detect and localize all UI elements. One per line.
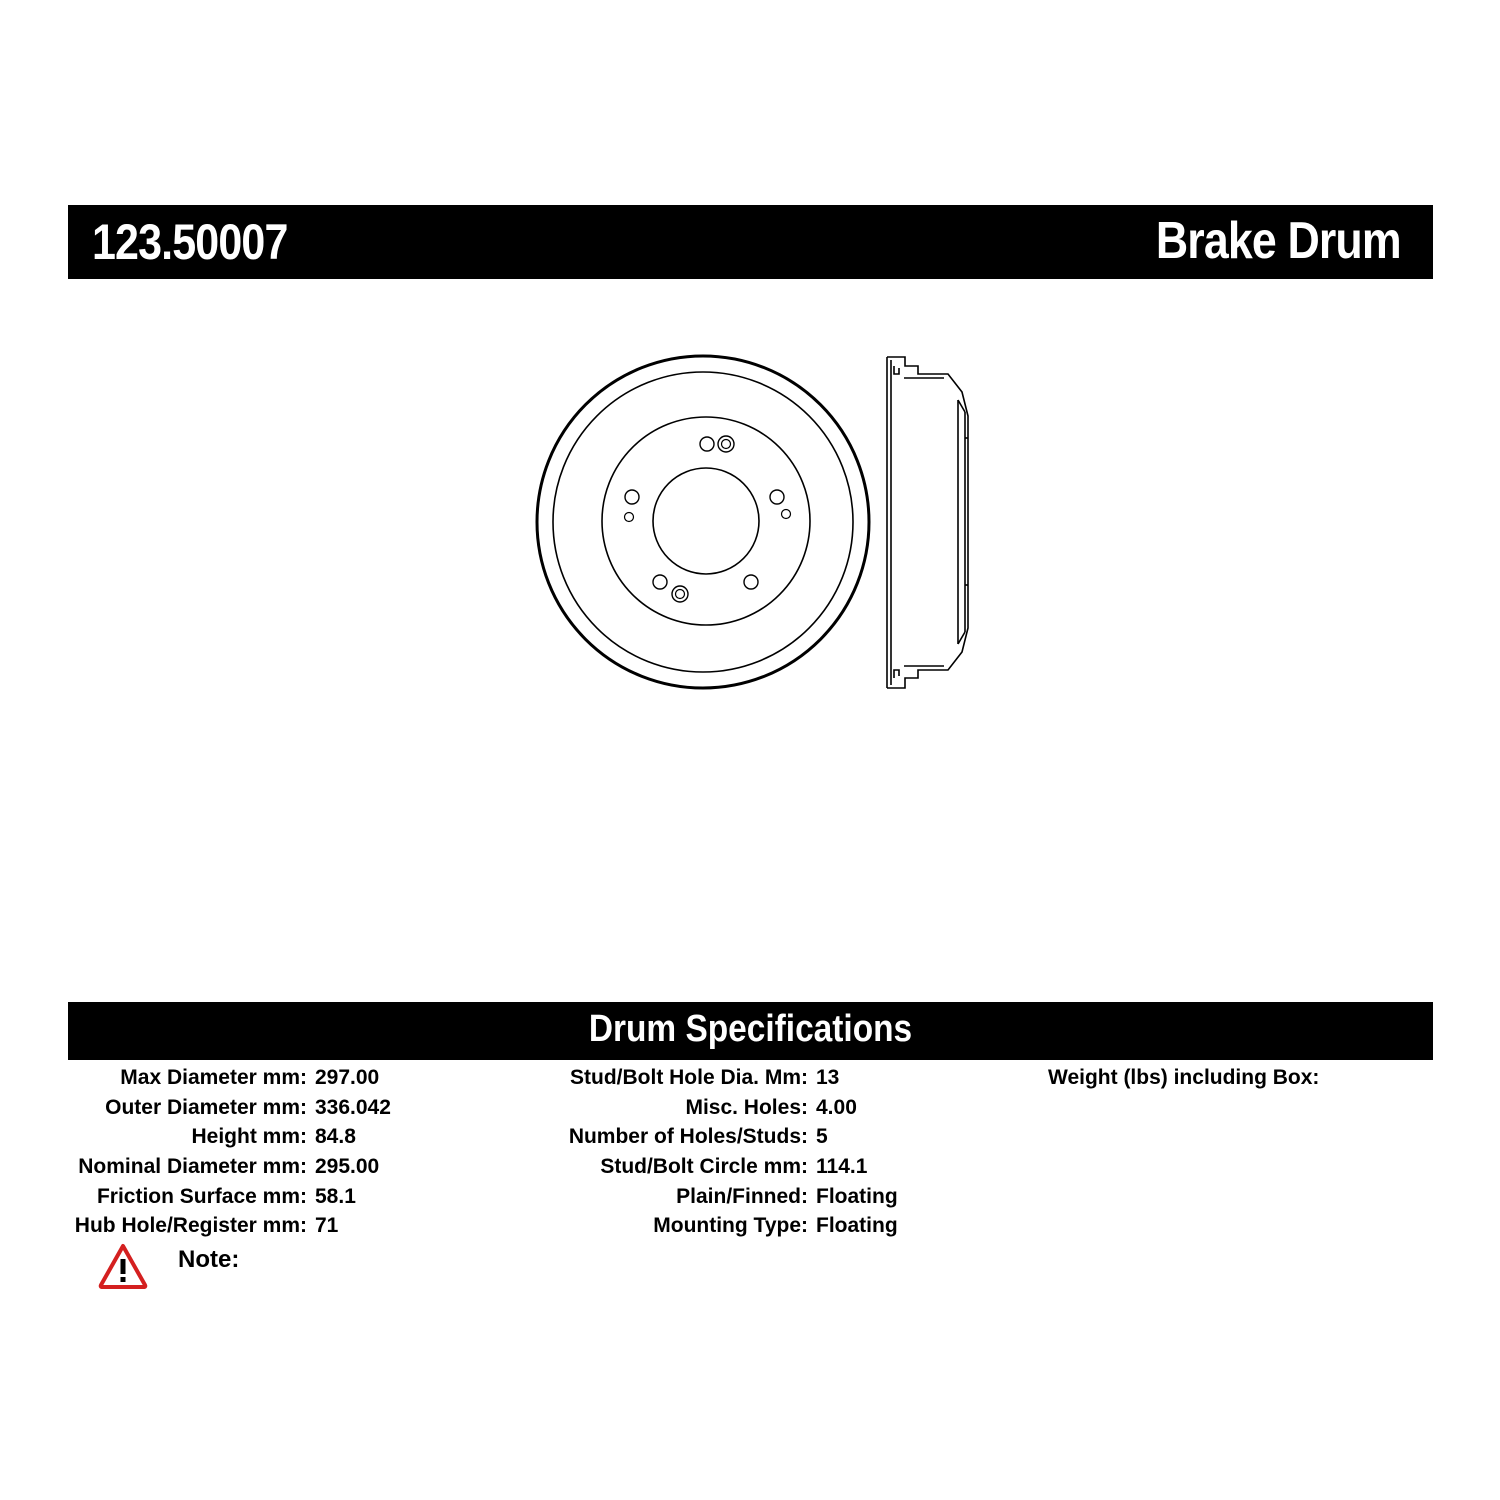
spec-row-weight (1048, 1063, 1327, 1093)
spec-column-weight (1048, 1063, 1327, 1093)
spec-value: 295.00 (315, 1154, 380, 1178)
spec-row-outer-diameter (60, 1093, 391, 1123)
spec-label: Hub Hole/Register mm: (74, 1214, 307, 1238)
spec-label: Weight (lbs) including Box: (1048, 1065, 1320, 1089)
title-bar (68, 205, 1433, 279)
spec-row-nominal-diameter (60, 1152, 391, 1182)
brake-drum-side-profile-icon (887, 357, 968, 688)
spec-row-stud-hole-diameter (560, 1063, 898, 1093)
spec-label: Stud/Bolt Hole Dia. Mm: (570, 1065, 808, 1089)
spec-label: Misc. Holes: (685, 1095, 808, 1119)
spec-label: Height mm: (191, 1125, 307, 1149)
spec-label: Friction Surface mm: (96, 1184, 307, 1208)
spec-label: Outer Diameter mm: (105, 1095, 307, 1119)
note (98, 1243, 239, 1289)
spec-row-plain-finned (560, 1182, 898, 1212)
brake-drum-drawing (520, 340, 990, 700)
spec-label: Number of Holes/Studs: (568, 1125, 808, 1149)
brake-drum-front-view-icon (537, 356, 869, 688)
spec-row-bolt-circle (560, 1152, 898, 1182)
spec-value: Floating (816, 1214, 898, 1238)
spec-value: 5 (816, 1125, 828, 1149)
spec-row-mounting-type (560, 1211, 898, 1241)
spec-value: 4.00 (816, 1095, 857, 1119)
spec-label: Stud/Bolt Circle mm: (600, 1154, 808, 1178)
specifications-header (68, 1002, 1433, 1060)
spec-column-mounting (560, 1063, 898, 1241)
spec-value: 58.1 (315, 1184, 356, 1208)
spec-value: 336.042 (315, 1095, 391, 1119)
spec-row-misc-holes (560, 1093, 898, 1123)
spec-value: 297.00 (315, 1065, 380, 1089)
product-type: Brake Drum (1156, 212, 1401, 270)
spec-label: Nominal Diameter mm: (78, 1154, 307, 1178)
spec-column-dimensions (60, 1063, 391, 1241)
spec-row-max-diameter (60, 1063, 391, 1093)
spec-row-friction-surface (60, 1182, 391, 1212)
spec-label: Mounting Type: (653, 1214, 808, 1238)
spec-row-number-of-holes (560, 1122, 898, 1152)
specifications-title: Drum Specifications (588, 1008, 913, 1050)
spec-row-hub-hole (60, 1211, 391, 1241)
spec-value: Floating (816, 1184, 898, 1208)
spec-value: 114.1 (816, 1154, 868, 1178)
spec-value: 71 (315, 1214, 339, 1238)
note-label: Note: (178, 1246, 240, 1273)
spec-value: 13 (816, 1065, 840, 1089)
spec-row-height (60, 1122, 391, 1152)
part-number: 123.50007 (92, 214, 288, 270)
spec-label: Plain/Finned: (676, 1184, 808, 1208)
spec-value: 84.8 (315, 1125, 356, 1149)
warning-triangle-icon (98, 1243, 148, 1289)
spec-label: Max Diameter mm: (120, 1065, 307, 1089)
